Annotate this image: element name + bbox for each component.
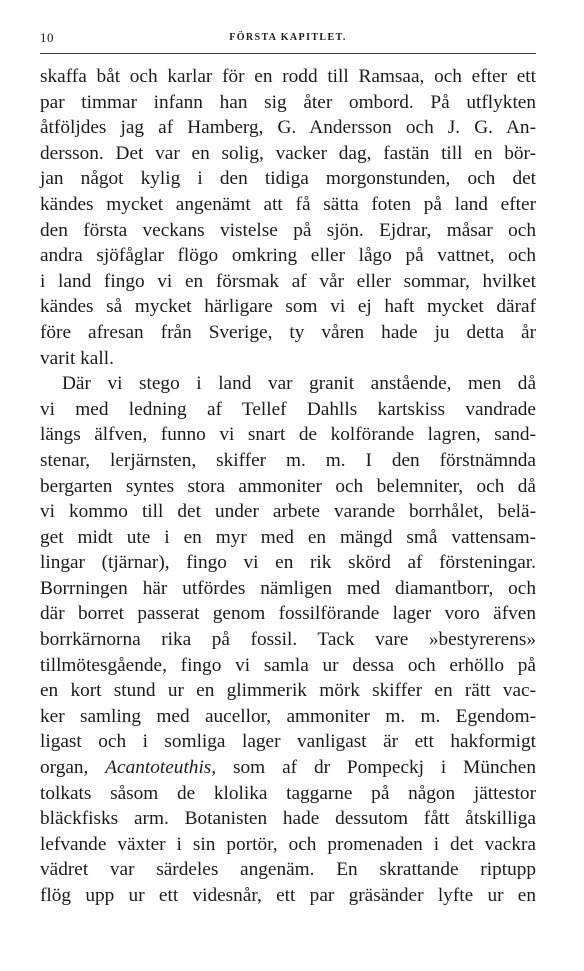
text-line: kändes så mycket härligare som vi ej haft mycket däraf xyxy=(40,296,536,318)
text-line: åtföljdes jag af Hamberg, G. Andersson och J. G. An- xyxy=(40,117,536,139)
text-line: par timmar infann han sig åter ombord. På utflykten xyxy=(40,91,536,113)
text-fragment: som af dr Pompeckj i München xyxy=(216,757,536,779)
text-line: flög upp ur ett videsnår, ett par gräsänder lyfte ur en xyxy=(40,885,536,906)
text-line: en kort stund ur en glimmerik mörk skiffer en rätt vac- xyxy=(40,680,536,702)
text-line: skaffa båt och karlar för en rodd till Ramsaa, och efter ett xyxy=(40,66,536,87)
text-line: bergarten syntes stora ammoniter och belemniter, och då xyxy=(40,475,536,497)
text-line: andra sjöfåglar flögo omkring eller lågo på vattnet, och xyxy=(40,245,536,267)
text-line: kändes mycket angenämt att få sätta foten på land efter xyxy=(40,193,536,215)
header-rule xyxy=(40,53,536,54)
text-line: borrkärnorna rika på fossil. Tack vare »bestyrerens» xyxy=(40,629,536,651)
paragraph-first-line: Där vi stego i land var granit anstående, men då xyxy=(62,373,536,395)
text-line-with-italic xyxy=(40,755,536,781)
text-line: ligast och i somliga lager vanligast är ett hakformigt xyxy=(40,731,536,753)
running-head: FÖRSTA KAPITLET. xyxy=(229,32,347,43)
text-line: jan något kylig i den tidiga morgonstunden, och det xyxy=(40,168,536,190)
text-line: i land fingo vi en försmak af vår eller sommar, hvilket xyxy=(40,270,536,292)
text-line: get midt ute i en myr med en mängd små vattensam- xyxy=(40,526,536,548)
text-line: varit kall. xyxy=(40,347,114,369)
text-line: där borret passerat genom fossilförande lager voro äfven xyxy=(40,603,536,625)
italic-term: Acantoteuthis, xyxy=(105,757,217,779)
text-line: lefvande växter i sin portör, och promenaden i det vackra xyxy=(40,833,536,855)
text-line: ker samling med aucellor, ammoniter m. m. Egendom- xyxy=(40,705,536,727)
text-line: Borrningen här utfördes nämligen med diamantborr, och xyxy=(40,577,536,599)
text-line: dersson. Det var en solig, vacker dag, fastän till en bör- xyxy=(40,142,536,164)
text-line: längs älfven, funno vi snart de kolförande lagren, sand- xyxy=(40,424,536,446)
text-line: vi kommo till det under arbete varande borrhålet, belä- xyxy=(40,501,536,523)
text-line: före afresan från Sverige, ty våren hade ju detta år xyxy=(40,321,536,343)
page-number: 10 xyxy=(40,30,54,45)
page-header xyxy=(40,30,536,50)
text-line: lingar (tjärnar), fingo vi en rik skörd af försteningar. xyxy=(40,552,536,574)
text-line: vädret var särdeles angenäm. En skrattande riptupp xyxy=(40,859,536,881)
text-line: vi med ledning af Tellef Dahlls kartskiss vandrade xyxy=(40,398,536,420)
text-line: den första veckans vistelse på sjön. Ejdrar, måsar och xyxy=(40,219,536,241)
text-line: bläckfisks arm. Botanisten hade dessutom fått åtskilliga xyxy=(40,808,536,830)
text-fragment: organ, xyxy=(40,757,106,779)
text-line: tillmötesgående, fingo vi samla ur dessa och erhöllo på xyxy=(40,654,536,676)
text-line: stenar, lerjärnsten, skiffer m. m. I den förstnämnda xyxy=(40,449,536,471)
text-line: tolkats såsom de klolika taggarne på någon jättestor xyxy=(40,782,536,804)
body-text xyxy=(40,64,536,909)
